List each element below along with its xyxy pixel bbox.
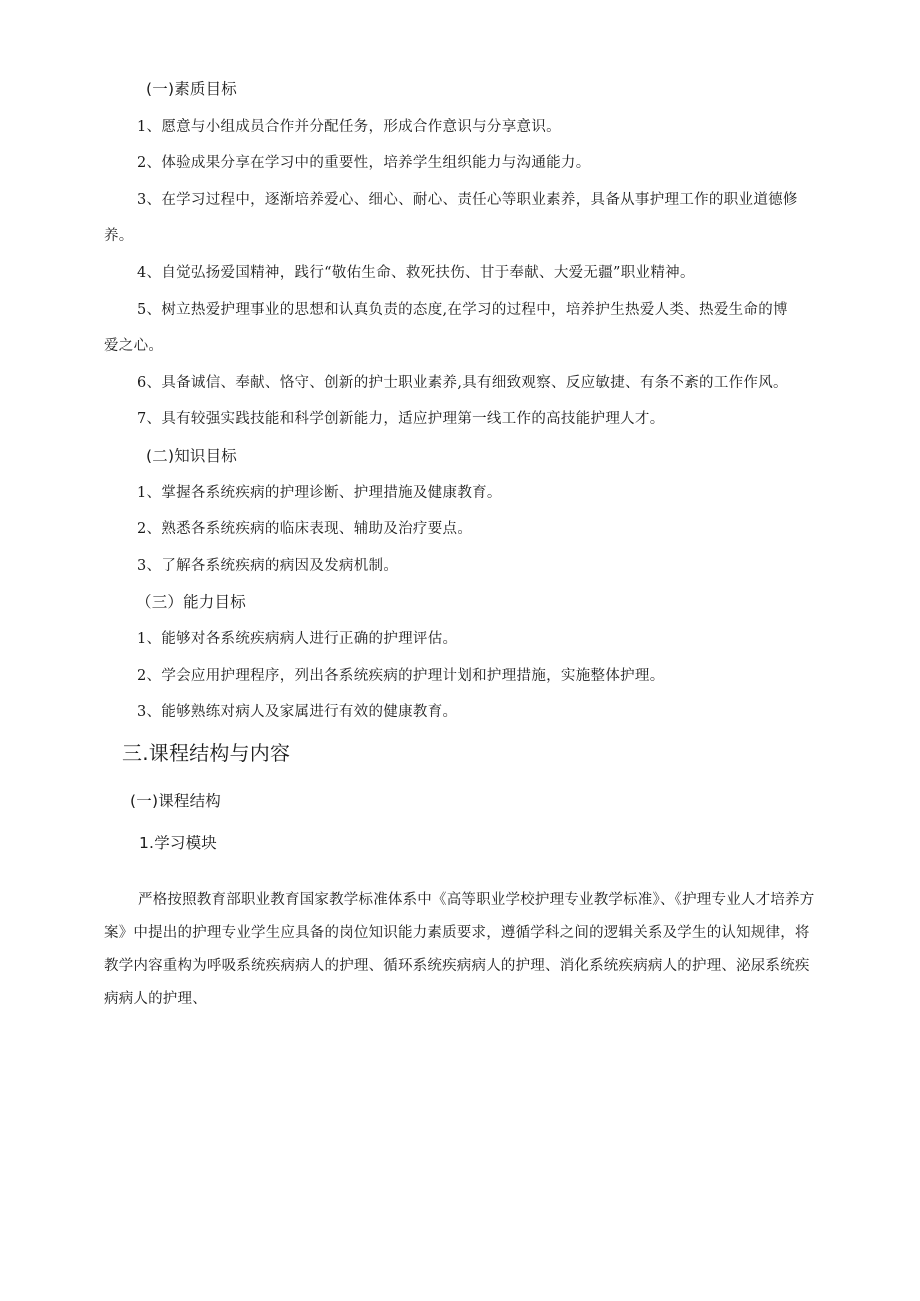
quality-item-5: 5、树立热爱护理事业的思想和认真负责的态度,在学习的过程中，培养护生热爱人类、热爱生命的博	[137, 302, 788, 318]
knowledge-goals-heading: (二)知识目标	[146, 447, 237, 465]
quality-goals-heading: (一)素质目标	[146, 80, 237, 98]
knowledge-item-1: 1、掌握各系统疾病的护理诊断、护理措施及健康教育。	[137, 485, 502, 501]
quality-item-1: 1、愿意与小组成员合作并分配任务，形成合作意识与分享意识。	[137, 119, 561, 135]
quality-item-2: 2、体验成果分享在学习中的重要性，培养学生组织能力与沟通能力。	[137, 155, 591, 171]
ability-goals-heading: （三）能力目标	[136, 593, 246, 611]
quality-item-7: 7、具有较强实践技能和科学创新能力，适应护理第一线工作的高技能护理人才。	[137, 411, 665, 427]
quality-item-4: 4、自觉弘扬爱国精神，践行“敬佑生命、救死扶伤、甘于奉献、大爱无疆”职业精神。	[137, 265, 695, 281]
ability-item-3: 3、能够熟练对病人及家属进行有效的健康教育。	[137, 704, 458, 720]
quality-item-3: 3、在学习过程中，逐渐培养爱心、细心、耐心、责任心等职业素养，具备从事护理工作的职业道德修	[137, 192, 798, 208]
quality-item-3-cont: 养。	[104, 228, 134, 244]
quality-item-6: 6、具备诚信、奉献、恪守、创新的护士职业素养,具有细致观察、反应敏捷、有条不紊的工作作风。	[137, 375, 788, 391]
knowledge-item-3: 3、了解各系统疾病的病因及发病机制。	[137, 558, 399, 574]
ability-item-2: 2、学会应用护理程序，列出各系统疾病的护理计划和护理措施，实施整体护理。	[137, 668, 665, 684]
knowledge-item-2: 2、熟悉各系统疾病的临床表现、辅助及治疗要点。	[137, 521, 473, 537]
course-structure-paragraph: 严格按照教育部职业教育国家教学标准体系中《高等职业学校护理专业教学标准》、《护理专业人才培养方案》中提出的护理专业学生应具备的岗位知识能力素质要求，遵循学科之间的逻辑关系及学生的认知规律，将教学内容重构为呼吸系统疾病病人的护理、循环系统疾病病人的护理、消化系统疾病病人的护理、泌尿系统疾病病人的护理、	[104, 892, 815, 1007]
chapter-three-title: 三.课程结构与内容	[122, 741, 291, 765]
learning-module-heading: 1.学习模块	[139, 834, 217, 852]
course-structure-heading: (一)课程结构	[130, 792, 221, 810]
quality-item-5-cont: 爱之心。	[104, 338, 164, 354]
ability-item-1: 1、能够对各系统疾病病人进行正确的护理评估。	[137, 631, 458, 647]
